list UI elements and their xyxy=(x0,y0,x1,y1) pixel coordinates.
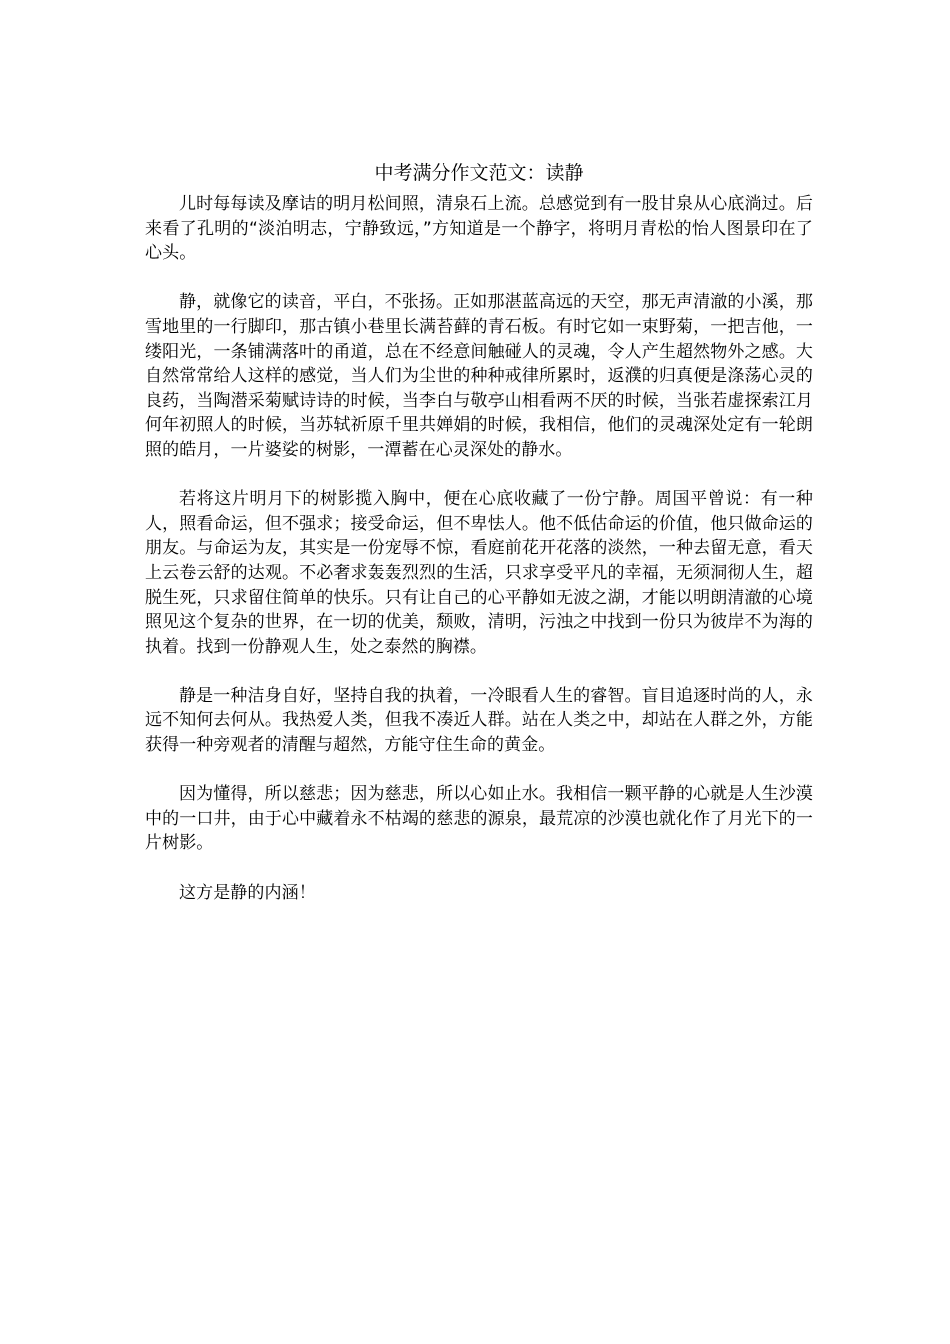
paragraph-6: 这方是静的内涵！ xyxy=(179,882,316,903)
paragraph-5: 因为懂得，所以慈悲；因为慈悲，所以心如止水。我相信一颗平静的心就是人生沙漠中的一口井，由于心中藏着永不枯竭的慈悲的源泉，最荒凉的沙漠也就化作了月光下的一片树影。 xyxy=(145,784,813,854)
document-page xyxy=(145,158,813,930)
paragraph-2: 静，就像它的读音，平白，不张扬。正如那湛蓝高远的天空，那无声清澈的小溪，那雪地里的一行脚印，那古镇小巷里长满苔藓的青石板。有时它如一束野菊，一把吉他，一缕阳光，一条铺满落叶的甬道，总在不经意间触碰人的灵魂，令人产生超然物外之感。大自然常常给人这样的感觉，当人们为尘世的种种戒律所累时，返濮的归真便是涤荡心灵的良药，当陶潜采菊赋诗诗的时候，当李白与敬亭山相看两不厌的时候，当张若虚探索江月何年初照人的时候，当苏轼祈原千里共婵娟的时候，我相信，他们的灵魂深处定有一轮朗照的皓月，一片婆娑的树影，一潭蓄在心灵深处的静水。 xyxy=(145,292,813,460)
paragraph-3: 若将这片明月下的树影揽入胸中，便在心底收藏了一份宁静。周国平曾说：有一种人，照看命运，但不强求；接受命运，但不卑怯人。他不低估命运的价值，他只做命运的朋友。与命运为友，其实是一份宠辱不惊，看庭前花开花落的淡然，一种去留无意，看天上云卷云舒的达观。不必奢求轰轰烈烈的生活，只求享受平凡的幸福，无须洞彻人生，超脱生死，只求留住简单的快乐。只有让自己的心平静如无波之湖，才能以明朗清澈的心境照见这个复杂的世界，在一切的优美，颓败，清明，污浊之中找到一份只为彼岸不为海的执着。找到一份静观人生，处之泰然的胸襟。 xyxy=(145,489,813,657)
paragraph-4: 静是一种洁身自好，坚持自我的执着，一冷眼看人生的睿智。盲目追逐时尚的人，永远不知何去何从。我热爱人类，但我不凑近人群。站在人类之中，却站在人群之外，方能获得一种旁观者的清醒与超然，方能守住生命的黄金。 xyxy=(145,685,813,756)
paragraph-1: 儿时每每读及摩诘的明月松间照，清泉石上流。总感觉到有一股甘泉从心底淌过。后来看了孔明的“淡泊明志，宁静致远，”方知道是一个静字，将明月青松的怡人图景印在了心头。 xyxy=(145,194,813,264)
document-title: 中考满分作文范文：读静 xyxy=(374,162,584,184)
